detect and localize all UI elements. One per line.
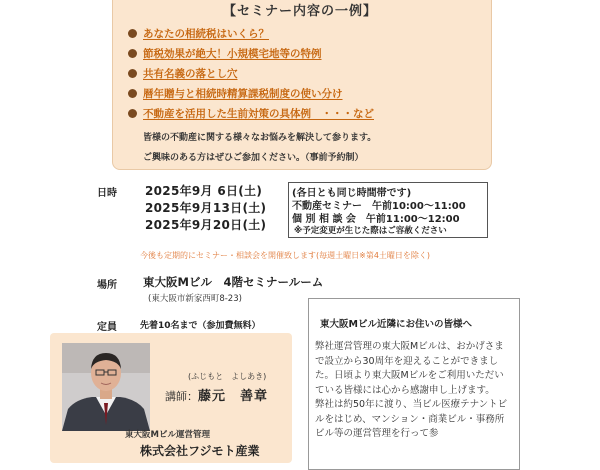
schedule-date: 2025年9月 6日(土): [145, 184, 263, 198]
topic-item: [128, 106, 374, 121]
bullet-dot-icon: [128, 109, 137, 118]
topic-item: [128, 66, 238, 81]
venue-address: (東大阪市新家西町8-23): [148, 294, 242, 304]
seminar-time: 不動産セミナー 午前10:00～11:00: [292, 201, 466, 212]
speaker-title: 講師：: [165, 390, 198, 403]
same-time-note: (各日とも同じ時間帯です): [292, 188, 412, 199]
letter-body: [315, 340, 511, 442]
capacity-value: 先着10名まで（参加費無料）: [140, 321, 261, 331]
topic-item: [128, 86, 343, 101]
letter-paragraph: 弊社は約50年に渡り、当ビル医療テナントビルをはじめ、マンション・商業ビル・事務所ビル等の運営管理を行って参: [315, 399, 508, 439]
speaker-photo: [62, 343, 150, 431]
bullet-dot-icon: [128, 29, 137, 38]
topic-text: 節税効果が絶大！小規模宅地等の特例: [143, 48, 322, 60]
speaker-name: 藤元 善章: [198, 389, 269, 404]
change-note: ※予定変更が生じた際はご容赦ください: [294, 226, 447, 236]
speaker-name-line: [165, 385, 268, 404]
topic-text: 不動産を活用した生前対策の具体例 ・・・など: [143, 108, 374, 120]
bullet-dot-icon: [128, 69, 137, 78]
bullet-dot-icon: [128, 49, 137, 58]
future-events-note: 今後も定期的にセミナー・相談会を開催致します(毎週土曜日※第4土曜日を除く): [140, 251, 431, 260]
speaker-company: 株式会社フジモト産業: [140, 444, 260, 458]
speaker-name-reading: (ふじもと よしあき): [188, 372, 267, 381]
seminar-note-1: 皆様の不動産に関する様々なお悩みを解決して参ります。: [143, 133, 377, 143]
letter-paragraph: 弊社運営管理の東大阪Mビルは、おかげさまで設立から30周年を迎えることができました。日頃より東大阪Mビルをご利用いただいている皆様には心から感謝申し上げます。: [315, 341, 504, 396]
venue-name: 東大阪Mビル 4階セミナールーム: [143, 275, 324, 289]
speaker-org-role: 東大阪Mビル運営管理: [125, 430, 210, 440]
topic-item: [128, 26, 269, 41]
topic-text: あなたの相続税はいくら？: [143, 28, 269, 40]
venue-label: 場所: [97, 280, 117, 291]
letter-title: 東大阪Mビル近隣にお住いの皆様へ: [320, 319, 472, 330]
topic-text: 暦年贈与と相続時精算課税制度の使い分け: [143, 88, 343, 100]
seminar-heading: 【セミナー内容の一例】: [222, 4, 377, 19]
bullet-dot-icon: [128, 89, 137, 98]
schedule-date: 2025年9月13日(土): [145, 201, 267, 215]
seminar-note-2: ご興味のある方はぜひご参加ください。（事前予約制）: [143, 153, 364, 163]
topic-text: 共有名義の落とし穴: [143, 68, 238, 80]
speaker-photo-image: [62, 343, 150, 431]
consult-time: 個 別 相 談 会 午前11:00～12:00: [292, 214, 460, 225]
capacity-label: 定員: [97, 322, 117, 333]
schedule-date: 2025年9月20日(土): [145, 218, 267, 232]
schedule-label: 日時: [97, 188, 117, 199]
topic-item: [128, 46, 322, 61]
